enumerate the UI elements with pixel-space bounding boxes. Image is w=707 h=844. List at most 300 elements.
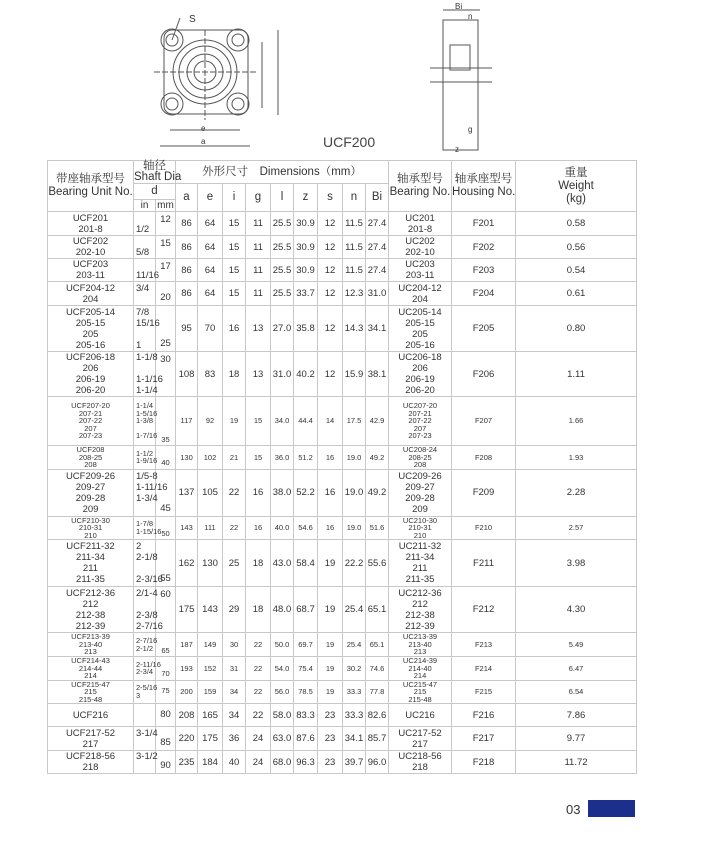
weight-cell: 9.77 — [516, 727, 637, 751]
bearing-no-cell — [389, 469, 452, 516]
bearing-no-line: 214 — [413, 671, 427, 680]
weight-cell: 5.49 — [516, 633, 637, 657]
housing-no-cell: F206 — [452, 352, 516, 397]
shaft-in-cell — [134, 259, 160, 282]
unit-no-line: UCF214-43 — [71, 656, 110, 665]
shaft-in-line: 2-7/16 — [136, 636, 158, 645]
housing-no-cell: F218 — [452, 751, 516, 774]
svg-text:a: a — [201, 137, 206, 146]
header-weight-unit: (kg) — [566, 192, 586, 205]
table-row — [48, 657, 637, 681]
unit-no-line: UCF201 — [72, 212, 109, 224]
shaft-mm-cell: 30 — [156, 352, 176, 397]
dim-cell-i: 18 — [223, 352, 246, 397]
dim-cell-n: 34.1 — [343, 727, 366, 751]
dim-cell-s: 12 — [318, 306, 343, 352]
header-shaft-cn: 轴径 — [143, 160, 166, 172]
housing-no-cell: F216 — [452, 704, 516, 727]
shaft-in-line: 3/4 — [136, 282, 150, 294]
unit-no-line: 203-11 — [76, 270, 105, 281]
shaft-in-cell — [134, 236, 156, 259]
table-row — [48, 587, 637, 633]
svg-text:S: S — [189, 14, 196, 25]
housing-no-cell: F209 — [452, 469, 516, 516]
shaft-in-cell — [134, 446, 156, 470]
dim-cell-l: 38.0 — [271, 469, 294, 516]
unit-no-line: 213 — [84, 647, 97, 657]
dim-cell-n: 12.3 — [343, 282, 366, 306]
unit-no-line: 211 — [82, 563, 99, 574]
dim-cell-s: 12 — [318, 212, 343, 236]
table-row — [48, 633, 637, 657]
table-row — [48, 469, 637, 516]
bearing-no-cell — [389, 352, 452, 397]
bearing-no-line: 207 — [413, 423, 427, 433]
dim-cell-a: 86 — [176, 282, 198, 306]
bearing-no-line: 202-10 — [405, 247, 435, 258]
dim-cell-g: 16 — [246, 469, 271, 516]
shaft-mm-cell: 40 — [156, 446, 176, 470]
bearing-no-line: 207-21 — [408, 408, 432, 418]
bearing-no-line: 212 — [412, 598, 428, 610]
unit-no-cell — [48, 469, 134, 516]
bearing-no-line: UC213-39 — [402, 632, 438, 642]
header-weight-en: Weight — [558, 179, 594, 192]
shaft-mm-cell: 55 — [156, 540, 176, 587]
shaft-in-line — [136, 762, 155, 773]
dim-cell-bi: 74.6 — [366, 657, 389, 681]
unit-no-line: 211-34 — [76, 552, 105, 563]
dim-cell-g: 13 — [246, 306, 271, 352]
svg-text:z: z — [455, 145, 459, 154]
header-shaft-d: d — [134, 184, 176, 200]
dim-cell-z: 30.9 — [294, 259, 318, 282]
dim-cell-s: 19 — [318, 680, 343, 704]
unit-no-line: UCF216 — [72, 709, 109, 721]
dim-cell-l: 25.5 — [271, 282, 294, 306]
bearing-no-line: UC218-56 — [398, 751, 442, 762]
weight-cell: 0.56 — [516, 236, 637, 259]
unit-no-line: 208 — [84, 460, 97, 469]
table-row — [48, 352, 637, 397]
unit-no-line: 212-39 — [75, 620, 106, 632]
bearing-no-cell — [389, 397, 452, 446]
unit-no-cell — [48, 587, 134, 633]
dim-cell-e: 83 — [198, 352, 223, 397]
dim-cell-e: 159 — [198, 680, 223, 704]
shaft-in-line — [136, 213, 155, 224]
dim-cell-e: 70 — [198, 306, 223, 352]
shaft-mm-cell: 70 — [156, 657, 176, 681]
table-row — [48, 540, 637, 587]
dim-cell-n: 19.0 — [343, 446, 366, 470]
dim-cell-z: 68.7 — [294, 587, 318, 633]
dim-cell-e: 111 — [198, 516, 223, 540]
shaft-in-line — [136, 739, 155, 750]
table-row — [48, 446, 637, 470]
dim-cell-i: 22 — [223, 516, 246, 540]
shaft-in-line: 1-1/4 — [136, 401, 154, 411]
bearing-no-line: UC217-52 — [398, 727, 442, 739]
dim-cell-e: 149 — [198, 633, 223, 657]
weight-cell: 0.58 — [516, 212, 637, 236]
shaft-in-cell — [134, 633, 156, 657]
dim-cell-s: 14 — [318, 397, 343, 446]
header-bearing-no — [389, 161, 452, 212]
housing-no-cell: F204 — [452, 282, 516, 306]
page-number: 03 — [566, 802, 581, 817]
dim-cell-g: 11 — [246, 212, 271, 236]
shaft-in-line — [136, 236, 155, 247]
unit-no-cell — [48, 680, 134, 704]
dim-cell-g: 22 — [246, 633, 271, 657]
page-accent-bar — [588, 800, 635, 817]
dim-cell-s: 19 — [318, 587, 343, 633]
table-row — [48, 516, 637, 540]
unit-no-cell — [48, 657, 134, 681]
bearing-no-line: 204 — [412, 293, 428, 305]
shaft-in-cell — [134, 212, 156, 236]
dim-cell-s: 12 — [318, 259, 343, 282]
shaft-mm-cell: 45 — [156, 469, 176, 516]
dim-cell-e: 184 — [198, 751, 223, 774]
shaft-in-line: 1-1/8 — [136, 352, 158, 363]
shaft-in-cell — [134, 680, 156, 704]
dim-cell-s: 12 — [318, 352, 343, 397]
housing-no-cell: F217 — [452, 727, 516, 751]
unit-no-line: UCF208 — [76, 445, 105, 454]
unit-no-line: 208-25 — [78, 452, 103, 462]
bearing-no-line: 217 — [412, 738, 428, 750]
bearing-no-line: 215-48 — [408, 694, 432, 704]
dim-cell-bi: 85.7 — [366, 727, 389, 751]
dim-cell-g: 22 — [246, 657, 271, 681]
bearing-no-line: UC208-24 — [402, 445, 438, 454]
table-row — [48, 282, 637, 306]
dim-cell-s: 16 — [318, 516, 343, 540]
dim-cell-z: 83.3 — [294, 704, 318, 727]
dim-cell-bi: 27.4 — [366, 212, 389, 236]
bearing-no-line: 215 — [413, 687, 427, 696]
shaft-in-cell — [134, 540, 163, 587]
weight-cell: 1.66 — [516, 397, 637, 446]
unit-no-line: 214 — [84, 671, 97, 680]
bearing-no-cell — [389, 633, 452, 657]
table-row — [48, 306, 637, 352]
table-row — [48, 259, 637, 282]
dim-cell-e: 130 — [198, 540, 223, 587]
bearing-no-line: UC211-32 — [398, 541, 442, 552]
shaft-in-line: 1-3/8 — [136, 416, 154, 426]
unit-no-cell — [48, 751, 134, 774]
unit-no-line: UCF206-18 — [65, 352, 116, 363]
shaft-in-line — [136, 563, 155, 574]
shaft-in-line — [136, 710, 155, 721]
dim-cell-a: 86 — [176, 212, 198, 236]
dim-cell-e: 143 — [198, 587, 223, 633]
unit-no-line: 212 — [82, 598, 99, 610]
specification-table — [47, 160, 637, 774]
dim-cell-g: 22 — [246, 704, 271, 727]
dim-cell-i: 16 — [223, 306, 246, 352]
bearing-no-line: UC204-12 — [398, 282, 442, 294]
header-dim-bi: Bi — [366, 184, 389, 212]
dim-cell-l: 58.0 — [271, 704, 294, 727]
dim-cell-g: 24 — [246, 751, 271, 774]
unit-no-line: 207-22 — [78, 416, 103, 426]
bearing-no-line: UC207-20 — [402, 401, 438, 411]
shaft-in-line: 3 — [136, 690, 141, 700]
unit-no-line: 207-23 — [78, 431, 103, 441]
dim-cell-z: 51.2 — [294, 446, 318, 470]
bearing-no-line: UC206-18 — [398, 352, 442, 363]
shaft-in-line: 2-3/16 — [136, 574, 163, 585]
unit-no-line: UCF207-20 — [71, 401, 110, 411]
dim-cell-g: 18 — [246, 587, 271, 633]
dim-cell-e: 102 — [198, 446, 223, 470]
bearing-no-cell — [389, 704, 452, 727]
dim-cell-bi: 49.2 — [366, 469, 389, 516]
bearing-no-line: 205-16 — [405, 339, 435, 351]
unit-no-cell — [48, 397, 134, 446]
housing-no-cell: F205 — [452, 306, 516, 352]
bearing-no-line: 208-25 — [408, 452, 432, 462]
housing-no-cell: F212 — [452, 587, 516, 633]
dim-cell-bi: 27.4 — [366, 236, 389, 259]
dim-cell-z: 75.4 — [294, 657, 318, 681]
dim-cell-a: 193 — [176, 657, 198, 681]
dim-cell-s: 19 — [318, 633, 343, 657]
weight-cell: 2.57 — [516, 516, 637, 540]
shaft-in-line — [136, 259, 155, 270]
header-housing-no — [452, 161, 516, 212]
shaft-in-line: 3-1/2 — [136, 751, 158, 762]
shaft-in-line — [136, 294, 155, 305]
dim-cell-n: 19.0 — [343, 469, 366, 516]
dim-cell-z: 78.5 — [294, 680, 318, 704]
shaft-in-line: 1-15/16 — [136, 526, 162, 536]
shaft-in-line: 2-3/8 — [136, 609, 158, 621]
unit-no-line: 201-8 — [78, 223, 103, 235]
svg-text:n: n — [468, 12, 473, 21]
unit-no-line: 209-27 — [75, 481, 106, 493]
housing-no-cell: F214 — [452, 657, 516, 681]
bearing-no-line: 211 — [412, 563, 428, 574]
bearing-no-line: 211-34 — [405, 552, 435, 563]
dim-cell-n: 15.9 — [343, 352, 366, 397]
dim-cell-z: 52.2 — [294, 469, 318, 516]
unit-no-line: UCF210-30 — [71, 515, 110, 525]
dim-cell-i: 30 — [223, 633, 246, 657]
bearing-no-cell — [389, 587, 452, 633]
dim-cell-i: 34 — [223, 680, 246, 704]
dim-cell-e: 152 — [198, 657, 223, 681]
unit-no-line: 210 — [84, 530, 97, 540]
bearing-no-line: 206 — [412, 363, 428, 374]
dim-cell-g: 16 — [246, 516, 271, 540]
dim-cell-e: 64 — [198, 212, 223, 236]
dim-cell-a: 117 — [176, 397, 198, 446]
dim-cell-a: 86 — [176, 259, 198, 282]
dim-cell-l: 43.0 — [271, 540, 294, 587]
shaft-in-line: 2/1-4 — [136, 587, 158, 599]
dim-cell-e: 105 — [198, 469, 223, 516]
shaft-in-line: 2-1/8 — [136, 552, 158, 563]
dim-cell-e: 175 — [198, 727, 223, 751]
housing-no-cell: F207 — [452, 397, 516, 446]
bearing-no-line: UC214-39 — [402, 656, 438, 665]
bearing-no-line: 209 — [412, 503, 428, 515]
dim-cell-z: 96.3 — [294, 751, 318, 774]
dim-cell-e: 92 — [198, 397, 223, 446]
shaft-in-line: 7/8 — [136, 306, 150, 318]
svg-text:g: g — [468, 125, 473, 134]
dim-cell-a: 162 — [176, 540, 198, 587]
dim-cell-a: 175 — [176, 587, 198, 633]
dim-cell-z: 87.6 — [294, 727, 318, 751]
dim-cell-g: 24 — [246, 727, 271, 751]
shaft-mm-cell: 90 — [156, 751, 176, 774]
weight-cell: 1.93 — [516, 446, 637, 470]
shaft-in-cell — [134, 727, 156, 751]
unit-no-line: UCF218-56 — [65, 751, 116, 762]
unit-no-line: 207 — [84, 423, 97, 433]
unit-no-line: 205-16 — [75, 339, 106, 351]
dim-cell-i: 15 — [223, 282, 246, 306]
bearing-no-cell — [389, 446, 452, 470]
shaft-in-line: 11/16 — [136, 270, 160, 281]
dim-cell-n: 14.3 — [343, 306, 366, 352]
dim-cell-l: 40.0 — [271, 516, 294, 540]
shaft-in-line: 1-9/16 — [136, 456, 158, 466]
header-dim-e: e — [198, 184, 223, 212]
dim-cell-a: 143 — [176, 516, 198, 540]
shaft-in-line: 1-1/16 — [136, 374, 163, 385]
dim-cell-s: 23 — [318, 727, 343, 751]
shaft-mm-cell: 15 — [156, 236, 176, 259]
housing-no-cell: F208 — [452, 446, 516, 470]
dim-cell-a: 220 — [176, 727, 198, 751]
unit-no-cell — [48, 212, 134, 236]
unit-no-line: 217 — [82, 738, 99, 750]
weight-cell: 4.30 — [516, 587, 637, 633]
header-weight — [516, 161, 637, 212]
unit-no-line: UCF204-12 — [65, 282, 116, 294]
shaft-in-cell — [134, 352, 163, 397]
shaft-in-cell — [134, 751, 156, 774]
unit-no-line: UCF202 — [72, 236, 109, 247]
table-row — [48, 680, 637, 704]
header-dim-g: g — [246, 184, 271, 212]
dim-cell-a: 86 — [176, 236, 198, 259]
bearing-no-line: 212-38 — [405, 609, 435, 621]
bearing-no-cell — [389, 516, 452, 540]
dim-cell-g: 11 — [246, 259, 271, 282]
bearing-no-line: 213-40 — [408, 639, 432, 649]
unit-no-cell — [48, 259, 134, 282]
unit-no-line: 205 — [82, 328, 99, 340]
header-dimensions: 外形尺寸 Dimensions（mm） — [176, 161, 389, 184]
dim-cell-bi: 42.9 — [366, 397, 389, 446]
unit-no-line: 215-48 — [78, 694, 103, 704]
unit-no-line: UCF209-26 — [65, 470, 116, 482]
weight-cell: 0.61 — [516, 282, 637, 306]
bearing-no-line: UC203 — [405, 259, 435, 270]
dim-cell-a: 200 — [176, 680, 198, 704]
dim-cell-n: 11.5 — [343, 236, 366, 259]
dim-cell-g: 11 — [246, 236, 271, 259]
unit-no-line: 207-21 — [78, 408, 103, 418]
dim-cell-bi: 65.1 — [366, 633, 389, 657]
shaft-in-line: 5/8 — [136, 247, 150, 258]
bearing-no-line: UC215-47 — [402, 679, 438, 689]
dim-cell-i: 15 — [223, 212, 246, 236]
unit-no-cell — [48, 516, 134, 540]
bearing-no-cell — [389, 657, 452, 681]
header-housing-en: Housing No. — [452, 186, 516, 198]
dim-cell-a: 235 — [176, 751, 198, 774]
dim-cell-bi: 65.1 — [366, 587, 389, 633]
dim-cell-i: 31 — [223, 657, 246, 681]
dim-cell-n: 19.0 — [343, 516, 366, 540]
shaft-mm-cell: 35 — [156, 397, 176, 446]
bearing-no-line: UC209-26 — [398, 470, 442, 482]
dim-cell-bi: 34.1 — [366, 306, 389, 352]
header-in: in — [134, 200, 156, 212]
bearing-no-cell — [389, 212, 452, 236]
table-row — [48, 751, 637, 774]
unit-no-line: 215 — [84, 687, 97, 696]
dim-cell-l: 25.5 — [271, 212, 294, 236]
dim-cell-l: 27.0 — [271, 306, 294, 352]
unit-no-line: UCF203 — [72, 259, 109, 270]
bearing-no-line: 205 — [412, 328, 428, 340]
dim-cell-n: 11.5 — [343, 259, 366, 282]
shaft-mm-cell: 60 — [156, 587, 176, 633]
bearing-no-cell — [389, 727, 452, 751]
header-dim-i: i — [223, 184, 246, 212]
dim-cell-i: 19 — [223, 397, 246, 446]
table-row — [48, 397, 637, 446]
shaft-in-cell — [134, 397, 156, 446]
unit-no-line: 210-31 — [78, 523, 103, 532]
weight-cell: 6.47 — [516, 657, 637, 681]
dim-cell-bi: 96.0 — [366, 751, 389, 774]
dim-cell-n: 17.5 — [343, 397, 366, 446]
bearing-no-line: 201-8 — [407, 223, 433, 235]
dim-cell-z: 30.9 — [294, 212, 318, 236]
dim-cell-n: 22.2 — [343, 540, 366, 587]
bearing-no-cell — [389, 259, 452, 282]
unit-no-cell — [48, 540, 134, 587]
bearing-no-line: 212-39 — [405, 620, 435, 632]
weight-cell: 1.11 — [516, 352, 637, 397]
weight-cell: 11.72 — [516, 751, 637, 774]
unit-no-line: 214-44 — [78, 663, 103, 673]
dim-cell-n: 33.3 — [343, 704, 366, 727]
unit-no-cell — [48, 236, 134, 259]
dim-cell-e: 64 — [198, 282, 223, 306]
dim-cell-s: 23 — [318, 751, 343, 774]
bearing-no-line: 206-19 — [405, 374, 435, 385]
dim-cell-i: 15 — [223, 259, 246, 282]
dim-cell-e: 64 — [198, 236, 223, 259]
dim-cell-i: 40 — [223, 751, 246, 774]
dim-cell-bi: 27.4 — [366, 259, 389, 282]
shaft-in-line: 1-7/8 — [136, 519, 154, 529]
bearing-no-line: UC202 — [405, 236, 435, 247]
dim-cell-n: 33.3 — [343, 680, 366, 704]
